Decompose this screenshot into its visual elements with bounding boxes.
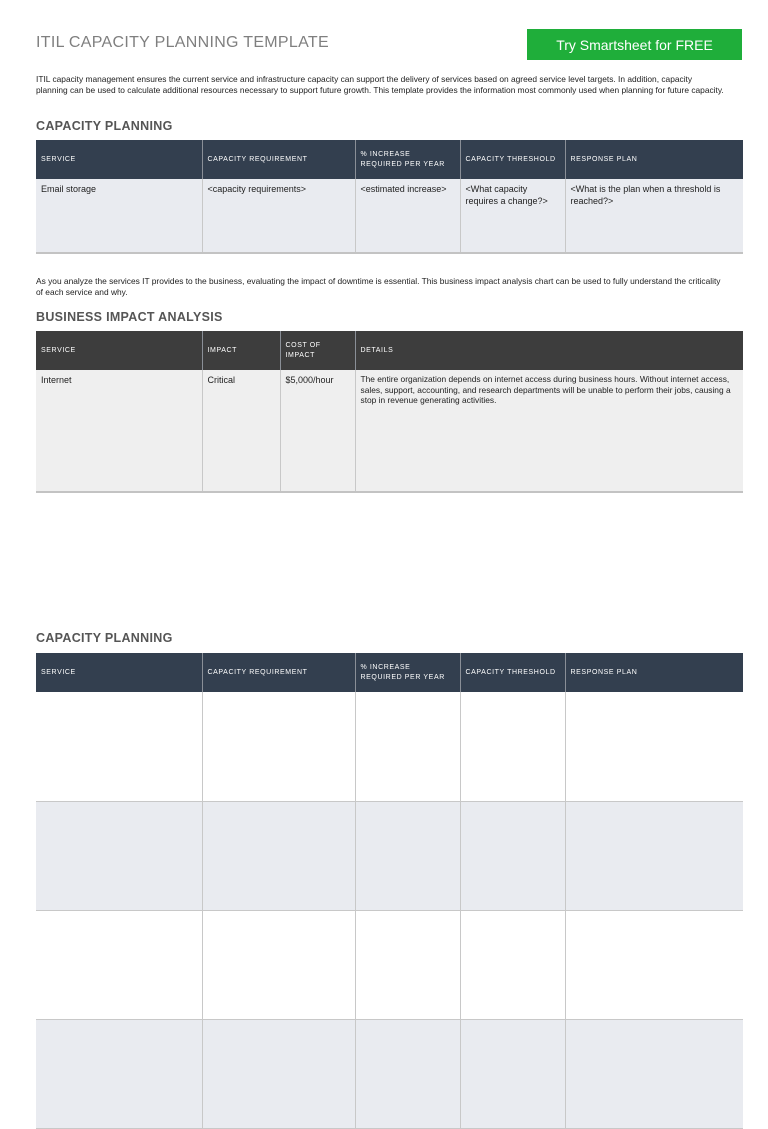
table-cell[interactable] bbox=[36, 801, 202, 910]
table-cell[interactable]: $5,000/hour bbox=[280, 370, 355, 492]
table-row bbox=[36, 179, 743, 253]
table-cell[interactable]: Email storage bbox=[36, 179, 202, 253]
column-header: CAPACITY REQUIREMENT bbox=[202, 140, 355, 179]
table-cell[interactable] bbox=[202, 1019, 355, 1128]
table-cell[interactable] bbox=[355, 1019, 460, 1128]
table-row bbox=[36, 692, 743, 801]
table-cell[interactable] bbox=[460, 801, 565, 910]
column-header: CAPACITY THRESHOLD bbox=[460, 140, 565, 179]
page-title: ITIL CAPACITY PLANNING TEMPLATE bbox=[36, 34, 329, 51]
column-header: DETAILS bbox=[355, 331, 743, 370]
table-cell[interactable] bbox=[460, 692, 565, 801]
column-header: COST OF IMPACT bbox=[280, 331, 355, 370]
intro-paragraph: ITIL capacity management ensures the current service and infrastructure capacity can support the delivery of services based on agreed service level targets. In addition, capacity planning can be used to calculate additional resources necessary to support future growth. This template provides the information most commonly used when planning for future capacity. bbox=[36, 74, 724, 95]
table-cell[interactable] bbox=[355, 910, 460, 1019]
table-row bbox=[36, 910, 743, 1019]
table-cell[interactable]: <estimated increase> bbox=[355, 179, 460, 253]
table-row bbox=[36, 370, 743, 492]
table-cell[interactable] bbox=[565, 692, 743, 801]
table-row bbox=[36, 801, 743, 910]
table-cell[interactable] bbox=[460, 910, 565, 1019]
table-cell[interactable]: <What capacity requires a change?> bbox=[460, 179, 565, 253]
table-cell[interactable]: <What is the plan when a threshold is reached?> bbox=[565, 179, 743, 253]
column-header: % INCREASE REQUIRED PER YEAR bbox=[355, 140, 460, 179]
table-cell[interactable]: Critical bbox=[202, 370, 280, 492]
table-cell[interactable] bbox=[565, 801, 743, 910]
table-cell[interactable] bbox=[202, 692, 355, 801]
try-smartsheet-button[interactable]: Try Smartsheet for FREE bbox=[527, 29, 742, 60]
table-cell[interactable] bbox=[202, 801, 355, 910]
table-header-row bbox=[36, 140, 743, 179]
column-header: RESPONSE PLAN bbox=[565, 653, 743, 692]
table-cell[interactable] bbox=[355, 692, 460, 801]
table-cell[interactable]: <capacity requirements> bbox=[202, 179, 355, 253]
business-impact-table bbox=[36, 331, 743, 493]
section-title-capacity-planning: CAPACITY PLANNING bbox=[36, 119, 173, 133]
table-cell[interactable] bbox=[565, 910, 743, 1019]
column-header: SERVICE bbox=[36, 331, 202, 370]
column-header: RESPONSE PLAN bbox=[565, 140, 743, 179]
table-cell[interactable] bbox=[460, 1019, 565, 1128]
table-cell[interactable] bbox=[36, 910, 202, 1019]
table-cell[interactable]: Internet bbox=[36, 370, 202, 492]
column-header: CAPACITY THRESHOLD bbox=[460, 653, 565, 692]
section-title-capacity-planning-blank: CAPACITY PLANNING bbox=[36, 631, 173, 645]
table-cell[interactable] bbox=[36, 692, 202, 801]
column-header: SERVICE bbox=[36, 653, 202, 692]
column-header: CAPACITY REQUIREMENT bbox=[202, 653, 355, 692]
bia-intro-paragraph: As you analyze the services IT provides to the business, evaluating the impact of downtime is essential. This business impact analysis chart can be used to fully understand the criticality of each service and why. bbox=[36, 276, 721, 297]
table-cell[interactable]: The entire organization depends on internet access during business hours. Without internet access, sales, support, accounting, and research departments will be unable to perform their jobs, causing a stop in revenue generating activities. bbox=[355, 370, 743, 492]
column-header: % INCREASE REQUIRED PER YEAR bbox=[355, 653, 460, 692]
capacity-planning-blank-table bbox=[36, 653, 743, 1129]
capacity-planning-table bbox=[36, 140, 743, 254]
table-cell[interactable] bbox=[355, 801, 460, 910]
table-cell[interactable] bbox=[565, 1019, 743, 1128]
section-title-business-impact: BUSINESS IMPACT ANALYSIS bbox=[36, 310, 223, 324]
table-header-row bbox=[36, 653, 743, 692]
column-header: SERVICE bbox=[36, 140, 202, 179]
table-cell[interactable] bbox=[36, 1019, 202, 1128]
column-header: IMPACT bbox=[202, 331, 280, 370]
table-cell[interactable] bbox=[202, 910, 355, 1019]
table-row bbox=[36, 1019, 743, 1128]
table-header-row bbox=[36, 331, 743, 370]
